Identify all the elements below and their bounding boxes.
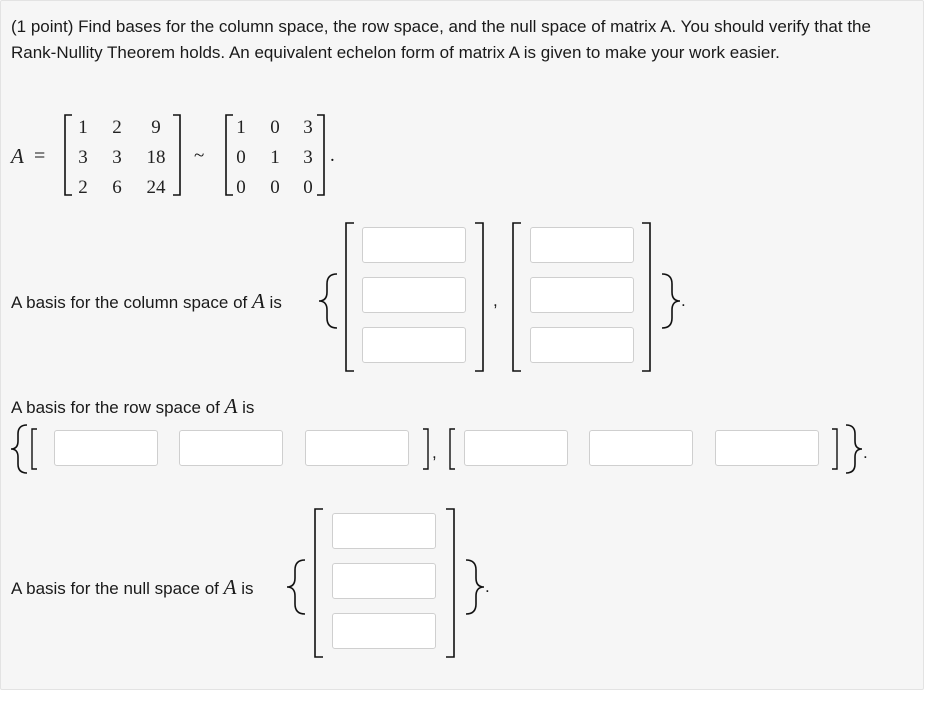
- null-space-var: A: [223, 575, 237, 599]
- echelon-cell: 0: [236, 177, 246, 198]
- column-basis-1-entry-2[interactable]: [362, 277, 466, 313]
- a-cell: 9: [151, 117, 161, 138]
- a-cell: 2: [112, 117, 122, 138]
- echelon-cell: 0: [303, 177, 313, 198]
- matrix-period: .: [330, 145, 335, 166]
- column-space-period: .: [681, 291, 686, 310]
- row-space-section: [1, 421, 901, 491]
- column-basis-2-entry-2[interactable]: [530, 277, 634, 313]
- null-basis-entry-1[interactable]: [332, 513, 436, 549]
- row-basis-1-entry-2[interactable]: [179, 430, 283, 466]
- column-basis-1-entry-1[interactable]: [362, 227, 466, 263]
- null-basis-entry-3[interactable]: [332, 613, 436, 649]
- column-basis-1-entry-3[interactable]: [362, 327, 466, 363]
- row-space-label-text: A basis for the row space of: [11, 398, 220, 417]
- row-space-var: A: [224, 394, 238, 418]
- column-basis-2-entry-1[interactable]: [530, 227, 634, 263]
- row-basis-2-entry-3[interactable]: [715, 430, 819, 466]
- a-cell: 3: [78, 147, 88, 168]
- a-cell: 3: [112, 147, 122, 168]
- null-space-brackets: [1, 505, 521, 665]
- echelon-cell: 0: [236, 147, 246, 168]
- row-space-label: [11, 394, 254, 419]
- row-space-period: .: [863, 443, 868, 462]
- column-basis-2-entry-3[interactable]: [530, 327, 634, 363]
- row-basis-2-entry-1[interactable]: [464, 430, 568, 466]
- column-space-separator: ,: [493, 291, 498, 310]
- equals-sign: =: [34, 145, 46, 167]
- problem-points: (1 point): [11, 17, 74, 36]
- column-space-section: [1, 219, 721, 379]
- column-space-label-text: A basis for the column space of: [11, 293, 248, 312]
- column-space-is: is: [269, 293, 282, 312]
- row-space-is: is: [242, 398, 255, 417]
- column-space-var: A: [251, 289, 265, 313]
- echelon-cell: 1: [270, 147, 280, 168]
- row-space-separator: ,: [432, 443, 437, 462]
- null-basis-entry-2[interactable]: [332, 563, 436, 599]
- echelon-cell: 0: [270, 117, 280, 138]
- matrix-equation: [1, 111, 401, 201]
- row-basis-1-entry-1[interactable]: [54, 430, 158, 466]
- a-cell: 2: [78, 177, 88, 198]
- problem-text: Find bases for the column space, the row space, and the null space of matrix A. You should verify that the Rank-Nullity Theorem holds. An equivalent echelon form of matrix A is given to make your work easier.: [11, 17, 871, 62]
- echelon-cell: 3: [303, 147, 313, 168]
- a-cell: 18: [146, 147, 166, 168]
- a-cell: 1: [78, 117, 88, 138]
- null-space-period: .: [485, 577, 490, 596]
- null-space-label-text: A basis for the null space of: [11, 579, 219, 598]
- problem-statement: [11, 14, 891, 66]
- row-basis-2-entry-2[interactable]: [589, 430, 693, 466]
- null-space-section: [1, 505, 521, 665]
- matrix-name: A: [11, 144, 24, 168]
- null-space-is: is: [241, 579, 254, 598]
- a-cell: 6: [112, 177, 122, 198]
- echelon-cell: 1: [236, 117, 246, 138]
- similar-sign: ~: [194, 145, 205, 166]
- echelon-cell: 0: [270, 177, 280, 198]
- echelon-cell: 3: [303, 117, 313, 138]
- a-cell: 24: [146, 177, 166, 198]
- row-basis-1-entry-3[interactable]: [305, 430, 409, 466]
